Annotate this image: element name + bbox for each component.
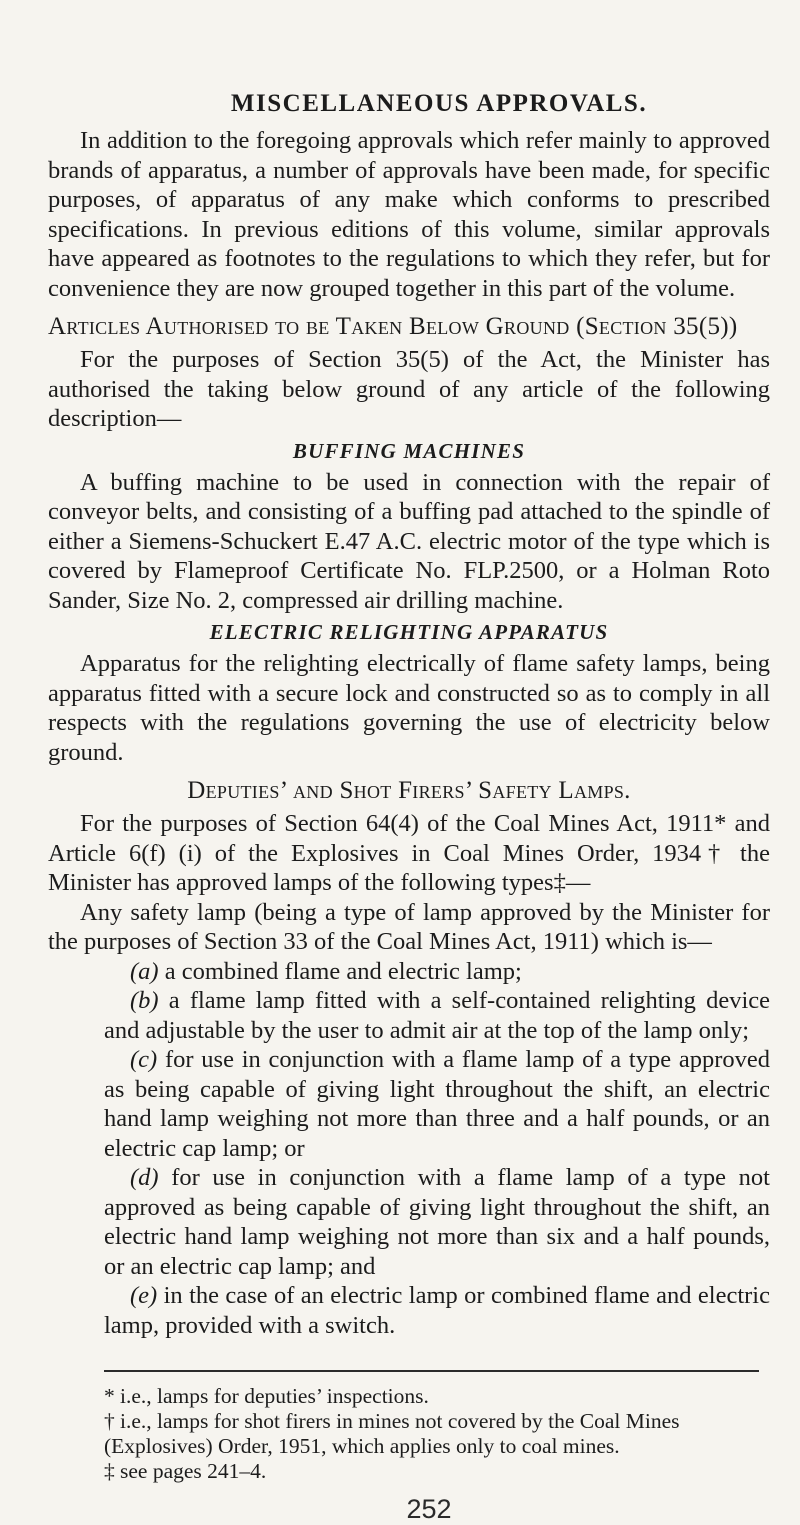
footnote bbox=[104, 1384, 770, 1409]
item-text: in the case of an electric lamp or combined flame and electric lamp, provided with a switch. bbox=[104, 1282, 770, 1339]
lamps-lead-paragraph: Any safety lamp (being a type of lamp approved by the Minister for the purposes of Section 33 of the Coal Mines Act, 1911) which is— bbox=[48, 898, 770, 955]
list-item bbox=[104, 1163, 770, 1281]
section-heading-lamps: Deputies’ and Shot Firers’ Safety Lamps. bbox=[187, 777, 631, 804]
footnote-mark: ‡ bbox=[104, 1459, 115, 1483]
relighting-paragraph: Apparatus for the relighting electrically of flame safety lamps, being apparatus fitted with a secure lock and constructed so as to comply in all respects with the regulations governing the use of electricity below ground. bbox=[48, 650, 770, 766]
list-item bbox=[104, 1281, 770, 1340]
list-item bbox=[104, 986, 770, 1045]
section-heading-buffing: BUFFING MACHINES bbox=[292, 438, 526, 463]
item-label: (d) bbox=[130, 1164, 159, 1191]
section-heading-relighting: ELECTRIC RELIGHTING APPARATUS bbox=[209, 620, 609, 644]
item-text: a flame lamp fitted with a self-contained relighting device and adjustable by the user to admit air at the top of the lamp only; bbox=[104, 987, 770, 1044]
page-number: 252 bbox=[406, 1494, 452, 1524]
footnote-mark: † bbox=[104, 1409, 115, 1433]
item-text: a combined flame and electric lamp; bbox=[164, 957, 522, 985]
item-label: (b) bbox=[130, 987, 159, 1014]
footnote-text: i.e., lamps for deputies’ inspections. bbox=[120, 1384, 429, 1408]
section-articles-paragraph: For the purposes of Section 35(5) of the Act, the Minister has authorised the taking below ground of any article of the following description— bbox=[48, 346, 770, 432]
intro-paragraph: In addition to the foregoing approvals which refer mainly to approved brands of apparatus, a number of approvals have been made, for specific purposes, of apparatus of any make which conforms to prescribed specifications. In previous editions of this volume, similar approvals have appeared as footnotes to the regulations to which they refer, but for convenience they are now grouped together in this part of the volume. bbox=[48, 127, 770, 302]
item-label: (c) bbox=[130, 1046, 158, 1073]
footnote-mark: * bbox=[104, 1384, 115, 1408]
section-heading-articles: Articles Authorised to be Taken Below Ground (Section 35(5)) bbox=[48, 313, 738, 340]
list-item bbox=[104, 957, 770, 987]
footnote bbox=[104, 1409, 770, 1459]
footnote-text: see pages 241–4. bbox=[120, 1459, 267, 1483]
footnote-text: i.e., lamps for shot firers in mines not covered by the Coal Mines (Explosives) Order, 1951, which applies only to coal mines. bbox=[104, 1409, 680, 1458]
list-item bbox=[104, 1045, 770, 1163]
footnote bbox=[104, 1459, 770, 1484]
lamps-paragraph: For the purposes of Section 64(4) of the Coal Mines Act, 1911* and Article 6(f) (i) of the Explosives in Coal Mines Order, 1934† the Minister has approved lamps of the following types‡— bbox=[48, 810, 770, 896]
footnote-divider bbox=[104, 1370, 759, 1372]
page-title: MISCELLANEOUS APPROVALS. bbox=[230, 90, 648, 117]
item-label: (e) bbox=[130, 1282, 158, 1309]
item-text: for use in conjunction with a flame lamp of a type not approved as being capable of giving light throughout the shift, an electric hand lamp weighing not more than six and a half pounds, or an electric cap lamp; and bbox=[104, 1164, 770, 1280]
document-body bbox=[48, 90, 770, 1525]
buffing-paragraph: A buffing machine to be used in connection with the repair of conveyor belts, and consisting of a buffing pad attached to the spindle of either a Siemens-Schuckert E.47 A.C. electric motor of the type which is covered by Flameproof Certificate No. FLP.2500, or a Holman Roto Sander, Size No. 2, compressed air drilling machine. bbox=[48, 468, 770, 614]
item-text: for use in conjunction with a flame lamp of a type approved as being capable of giving light throughout the shift, an electric hand lamp weighing not more than three and a half pounds, or an electric cap lamp; or bbox=[104, 1046, 771, 1162]
item-label: (a) bbox=[130, 957, 159, 985]
